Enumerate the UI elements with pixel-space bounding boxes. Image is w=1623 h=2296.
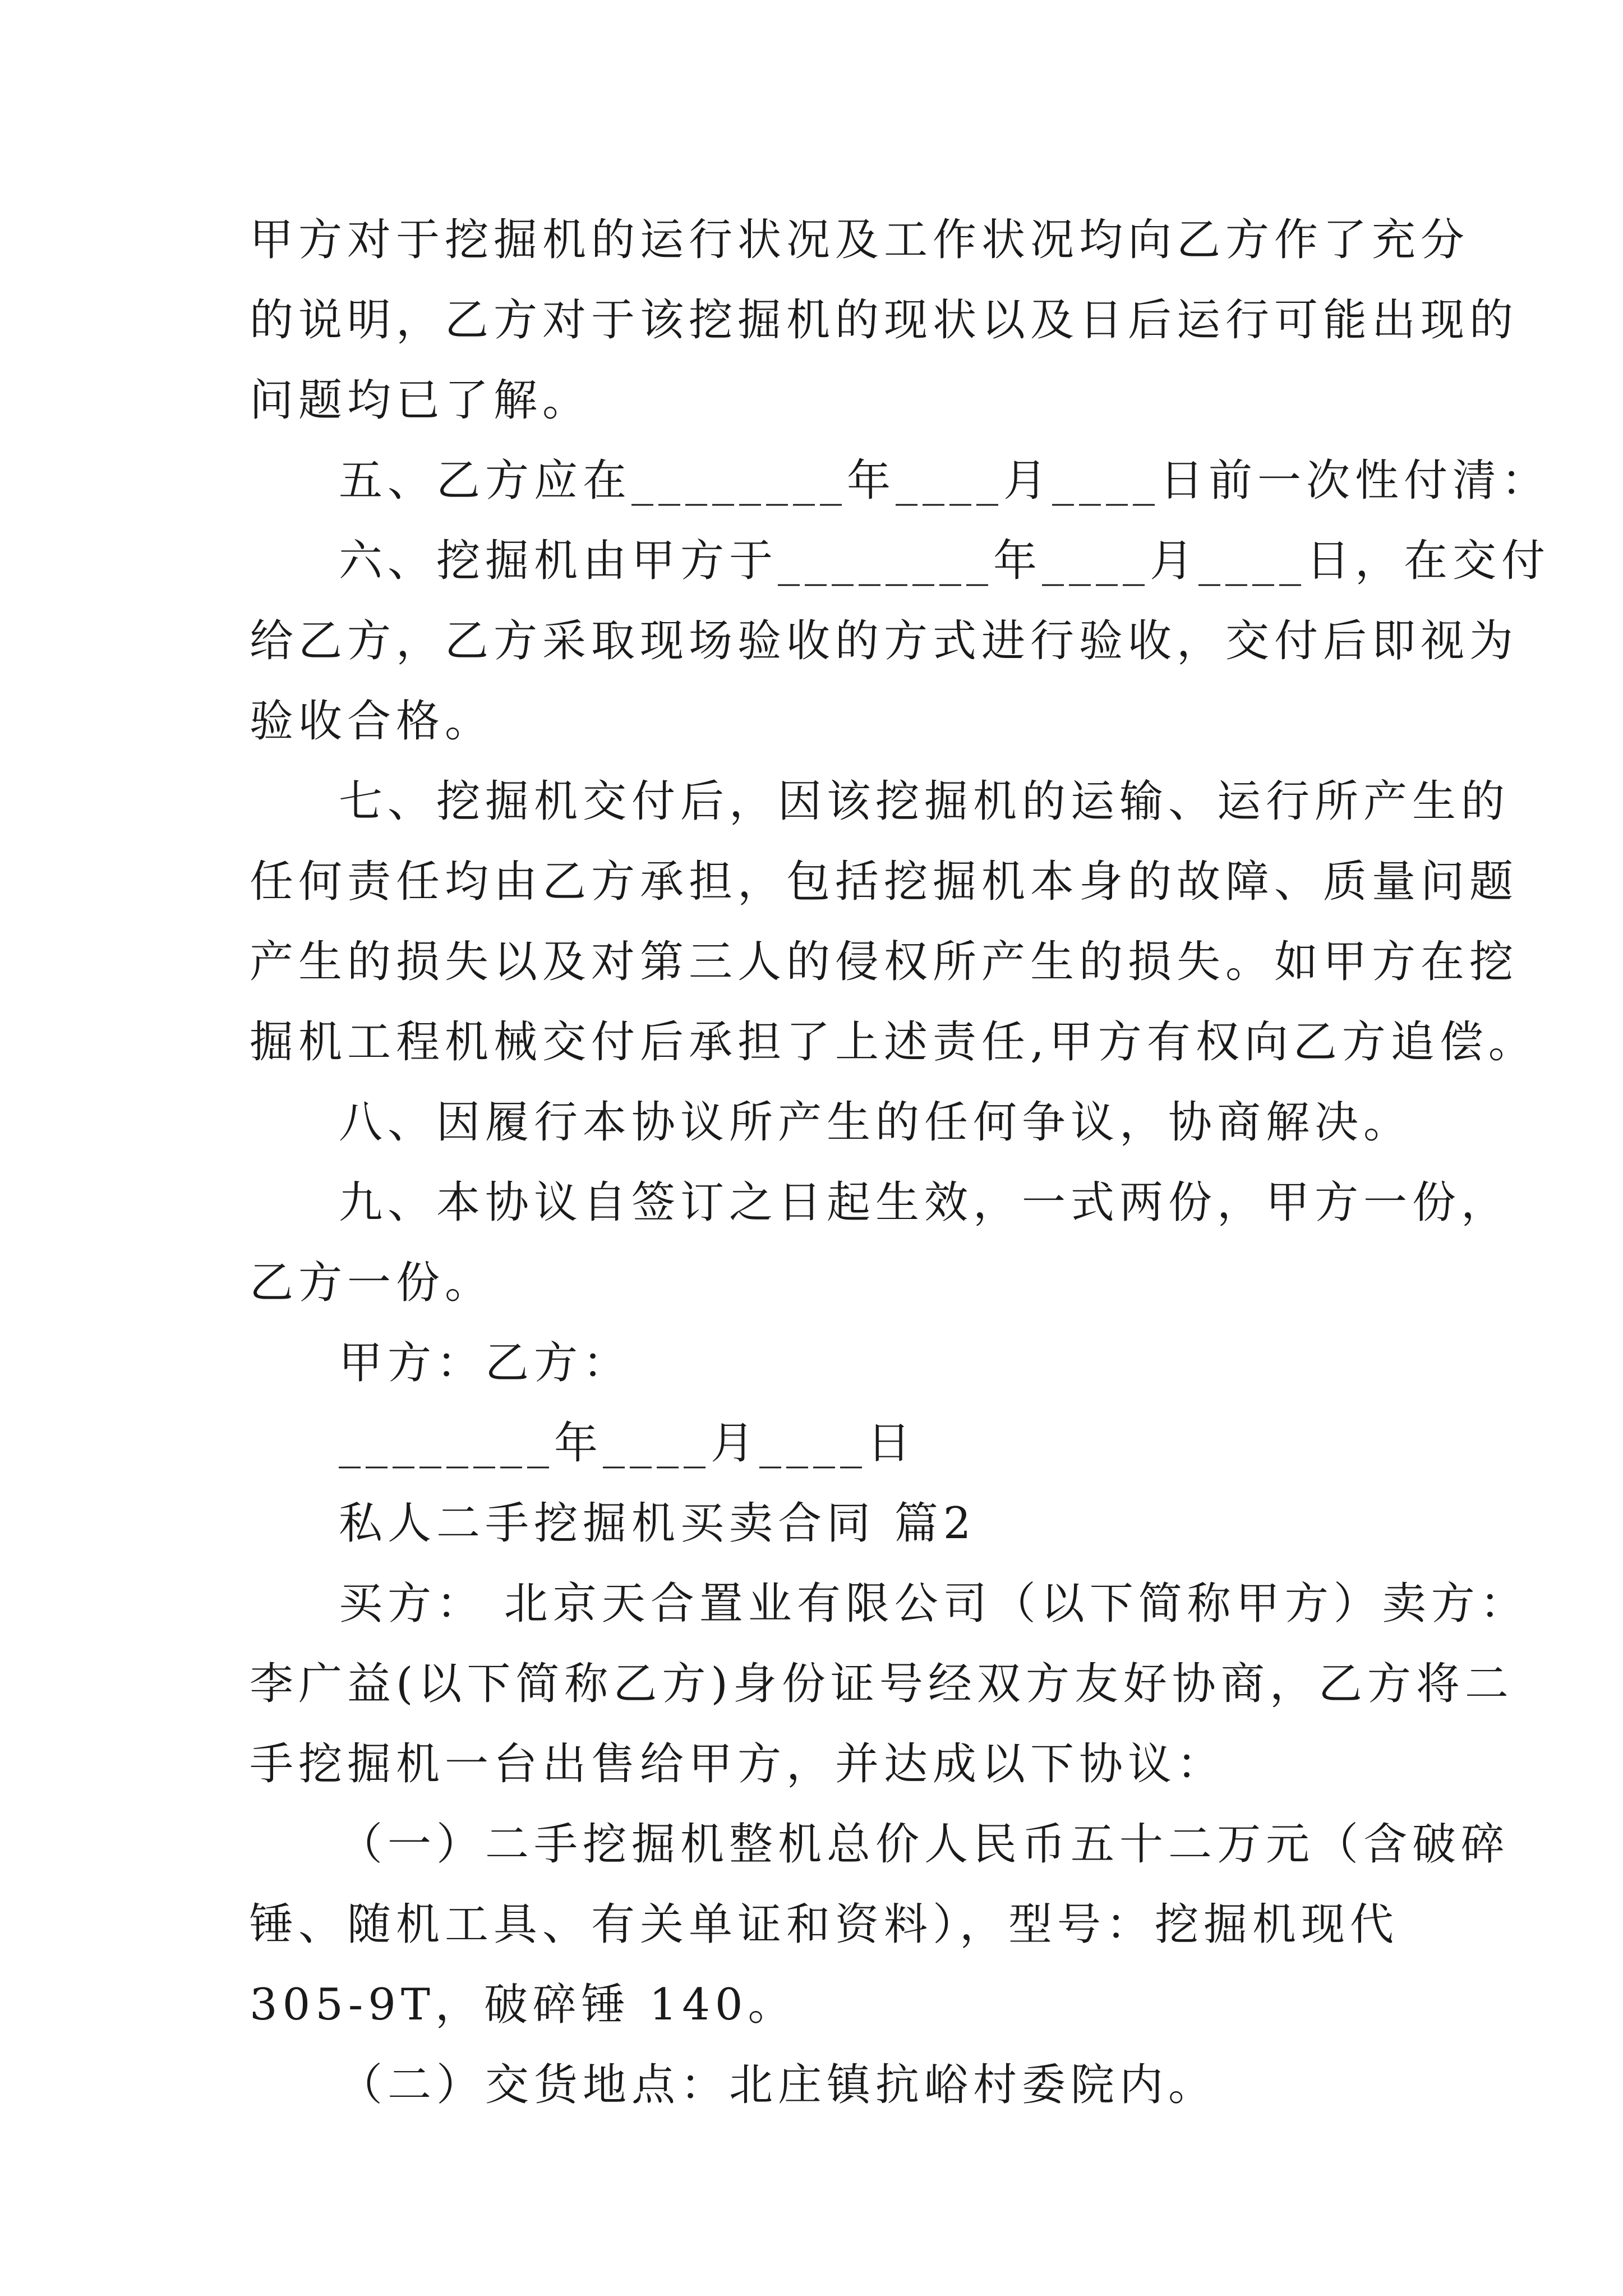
text-line: 305-9T，破碎锤 140。	[250, 1980, 797, 2030]
text-line: 掘机工程机械交付后承担了上述责任,甲方有权向乙方追偿。	[250, 1017, 1537, 1068]
text-line: 问题均已了解。	[250, 375, 592, 426]
paragraph-line	[0, 281, 1623, 360]
date-line	[0, 1404, 1623, 1483]
text-line: 给乙方，乙方采取现场验收的方式进行验收，交付后即视为	[250, 616, 1519, 666]
signature-line	[0, 1324, 1623, 1402]
text-line: （二）交货地点：北庄镇抗峪村委院内。	[339, 2060, 1218, 2110]
text-line: 五、乙方应在________年____月____日前一次性付清：	[339, 455, 1551, 506]
paragraph-line	[0, 923, 1623, 1001]
text-line: （一）二手挖掘机整机总价人民币五十二万元（含破碎	[339, 1819, 1510, 1870]
text-line: 李广益(以下简称乙方)身份证号经双方友好协商，乙方将二	[250, 1659, 1514, 1709]
paragraph-line	[0, 201, 1623, 279]
paragraph-line	[0, 762, 1623, 841]
paragraph-line	[0, 1805, 1623, 1884]
text-line: 验收合格。	[250, 696, 494, 747]
text-line: 乙方一份。	[250, 1258, 494, 1308]
paragraph-line	[0, 1565, 1623, 1643]
paragraph-line	[0, 1244, 1623, 1322]
text-line: 九、本协议自签订之日起生效，一式两份，甲方一份，	[339, 1177, 1510, 1228]
paragraph-line	[0, 602, 1623, 680]
text-line: 任何责任均由乙方承担，包括挖掘机本身的故障、质量问题	[250, 857, 1519, 907]
paragraph-line	[0, 2046, 1623, 2124]
text-line: 甲方：乙方：	[339, 1338, 632, 1388]
text-line: 锤、随机工具、有关单证和资料），型号：挖掘机现代	[250, 1899, 1399, 1950]
paragraph-line	[0, 843, 1623, 921]
text-line: 买方： 北京天合置业有限公司（以下简称甲方）卖方：	[339, 1579, 1529, 1629]
text-line: 手挖掘机一台出售给甲方，并达成以下协议：	[250, 1739, 1226, 1789]
paragraph-line	[0, 1083, 1623, 1162]
paragraph-line	[0, 682, 1623, 761]
paragraph-line	[0, 441, 1623, 520]
text-line: 七、挖掘机交付后，因该挖掘机的运输、运行所产生的	[339, 776, 1510, 827]
paragraph-line	[0, 361, 1623, 440]
paragraph-line	[0, 1885, 1623, 1964]
paragraph-line	[0, 522, 1623, 600]
text-line: 的说明，乙方对于该挖掘机的现状以及日后运行可能出现的	[250, 295, 1519, 346]
text-line: 八、因履行本协议所产生的任何争议，协商解决。	[339, 1097, 1413, 1148]
paragraph-line	[0, 1966, 1623, 2044]
section-heading	[0, 1484, 1623, 1563]
text-line: ________年____月____日	[339, 1418, 916, 1469]
paragraph-line	[0, 1163, 1623, 1242]
paragraph-line	[0, 1645, 1623, 1723]
text-line: 六、挖掘机由甲方于________年____月____日，在交付	[339, 536, 1551, 586]
text-line: 私人二手挖掘机买卖合同 篇2	[339, 1498, 976, 1549]
text-line: 产生的损失以及对第三人的侵权所产生的损失。如甲方在挖	[250, 937, 1519, 987]
text-line: 甲方对于挖掘机的运行状况及工作状况均向乙方作了充分	[250, 215, 1470, 265]
paragraph-line	[0, 1725, 1623, 1803]
paragraph-line	[0, 1003, 1623, 1082]
